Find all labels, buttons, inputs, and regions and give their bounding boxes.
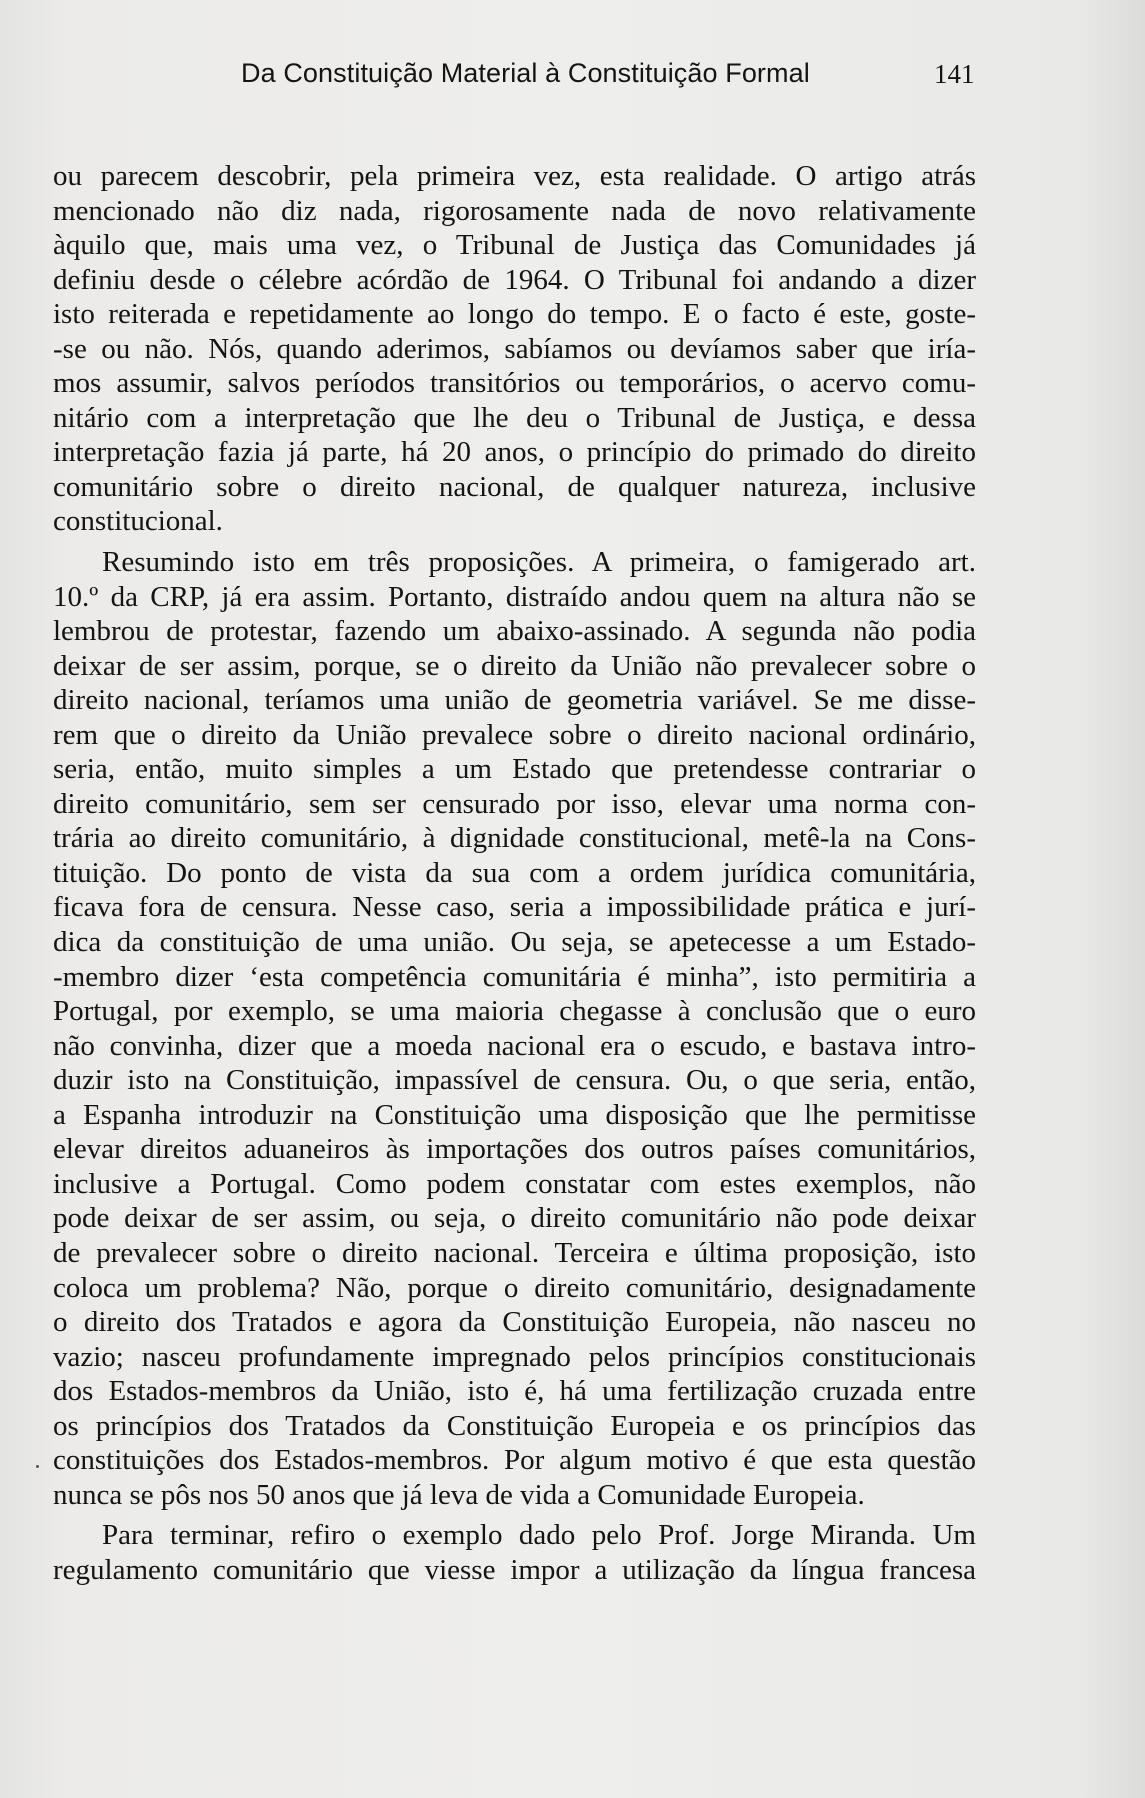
text-line: duzir isto na Constituição, impassível de censura. Ou, o que seria, então, — [53, 1064, 976, 1097]
text-line: mos assumir, salvos períodos transitórios ou temporários, o acervo comu- — [53, 367, 976, 400]
text-line: isto reiterada e repetidamente ao longo do tempo. E o facto é este, goste- — [53, 298, 976, 331]
text-line: os princípios dos Tratados da Constituição Europeia e os princípios das — [53, 1409, 976, 1442]
text-line: vazio; nasceu profundamente impregnado pelos princípios constitucionais — [53, 1340, 976, 1373]
text-line: inclusive a Portugal. Como podem constatar com estes exemplos, não — [53, 1167, 976, 1200]
text-line: rem que o direito da União prevalece sobre o direito nacional ordinário, — [53, 718, 976, 751]
text-line: nitário com a interpretação que lhe deu o Tribunal de Justiça, e dessa — [53, 401, 976, 434]
text-line: de prevalecer sobre o direito nacional. Terceira e última proposição, isto — [53, 1236, 976, 1269]
text-line: Portugal, por exemplo, se uma maioria chegasse à conclusão que o euro — [53, 995, 976, 1028]
text-line: constitucional. — [53, 505, 223, 538]
margin-mark — [36, 1465, 39, 1468]
text-line: Resumindo isto em três proposições. A primeira, o famigerado art. — [102, 546, 976, 579]
text-line: -se ou não. Nós, quando aderimos, sabíamos ou devíamos saber que iría- — [53, 332, 976, 365]
text-line: nunca se pôs nos 50 anos que já leva de vida a Comunidade Europeia. — [53, 1478, 865, 1511]
text-line: tituição. Do ponto de vista da sua com a ordem jurídica comunitária, — [53, 856, 976, 889]
text-line: ficava fora de censura. Nesse caso, seria a impossibilidade prática e jurí- — [53, 891, 976, 924]
text-line: regulamento comunitário que viesse impor a utilização da língua francesa — [53, 1553, 976, 1586]
text-line: lembrou de protestar, fazendo um abaixo-assinado. A segunda não podia — [53, 615, 976, 648]
text-line: -membro dizer ‘esta competência comunitária é minha”, isto permitiria a — [53, 960, 976, 993]
text-line: a Espanha introduzir na Constituição uma disposição que lhe permitisse — [53, 1098, 976, 1131]
paragraph — [53, 159, 976, 539]
text-line: dos Estados-membros da União, isto é, há uma fertilização cruzada entre — [53, 1375, 976, 1408]
text-line: coloca um problema? Não, porque o direito comunitário, designadamente — [53, 1271, 976, 1304]
text-line: àquilo que, mais uma vez, o Tribunal de Justiça das Comunidades já — [53, 229, 976, 262]
body-text — [53, 159, 976, 1587]
text-line: 10.º da CRP, já era assim. Portanto, distraído andou quem na altura não se — [53, 580, 976, 613]
paragraph — [53, 1518, 976, 1587]
text-line: ou parecem descobrir, pela primeira vez, esta realidade. O artigo atrás — [53, 160, 976, 192]
running-title: Da Constituição Material à Constituição Formal — [241, 58, 810, 88]
text-line: definiu desde o célebre acórdão de 1964. O Tribunal foi andando a dizer — [53, 263, 976, 296]
text-line: constituições dos Estados-membros. Por algum motivo é que esta questão — [53, 1444, 976, 1477]
text-line: pode deixar de ser assim, ou seja, o direito comunitário não pode deixar — [53, 1202, 976, 1235]
text-line: dica da constituição de uma união. Ou seja, se apetecesse a um Estado- — [53, 926, 976, 959]
text-line: não convinha, dizer que a moeda nacional era o escudo, e bastava intro- — [53, 1029, 976, 1062]
text-line: direito comunitário, sem ser censurado por isso, elevar uma norma con- — [53, 787, 976, 820]
text-line: mencionado não diz nada, rigorosamente nada de novo relativamente — [53, 194, 976, 227]
text-line: Para terminar, refiro o exemplo dado pelo Prof. Jorge Miranda. Um — [102, 1519, 976, 1552]
text-line: interpretação fazia já parte, há 20 anos, o princípio do primado do direito — [53, 436, 976, 469]
text-line: direito nacional, teríamos uma união de geometria variável. Se me disse- — [53, 684, 976, 717]
running-header — [0, 58, 1145, 98]
text-line: seria, então, muito simples a um Estado que pretendesse contrariar o — [53, 753, 976, 786]
text-line: deixar de ser assim, porque, se o direito da União não prevalecer sobre o — [53, 649, 976, 682]
page-number: 141 — [934, 59, 975, 89]
text-line: comunitário sobre o direito nacional, de qualquer natureza, inclusive — [53, 470, 976, 503]
text-line: elevar direitos aduaneiros às importações dos outros países comunitários, — [53, 1133, 976, 1166]
text-line: o direito dos Tratados e agora da Constituição Europeia, não nasceu no — [53, 1306, 976, 1339]
paragraph — [53, 545, 976, 1512]
text-line: trária ao direito comunitário, à dignidade constitucional, metê-la na Cons- — [53, 822, 976, 855]
